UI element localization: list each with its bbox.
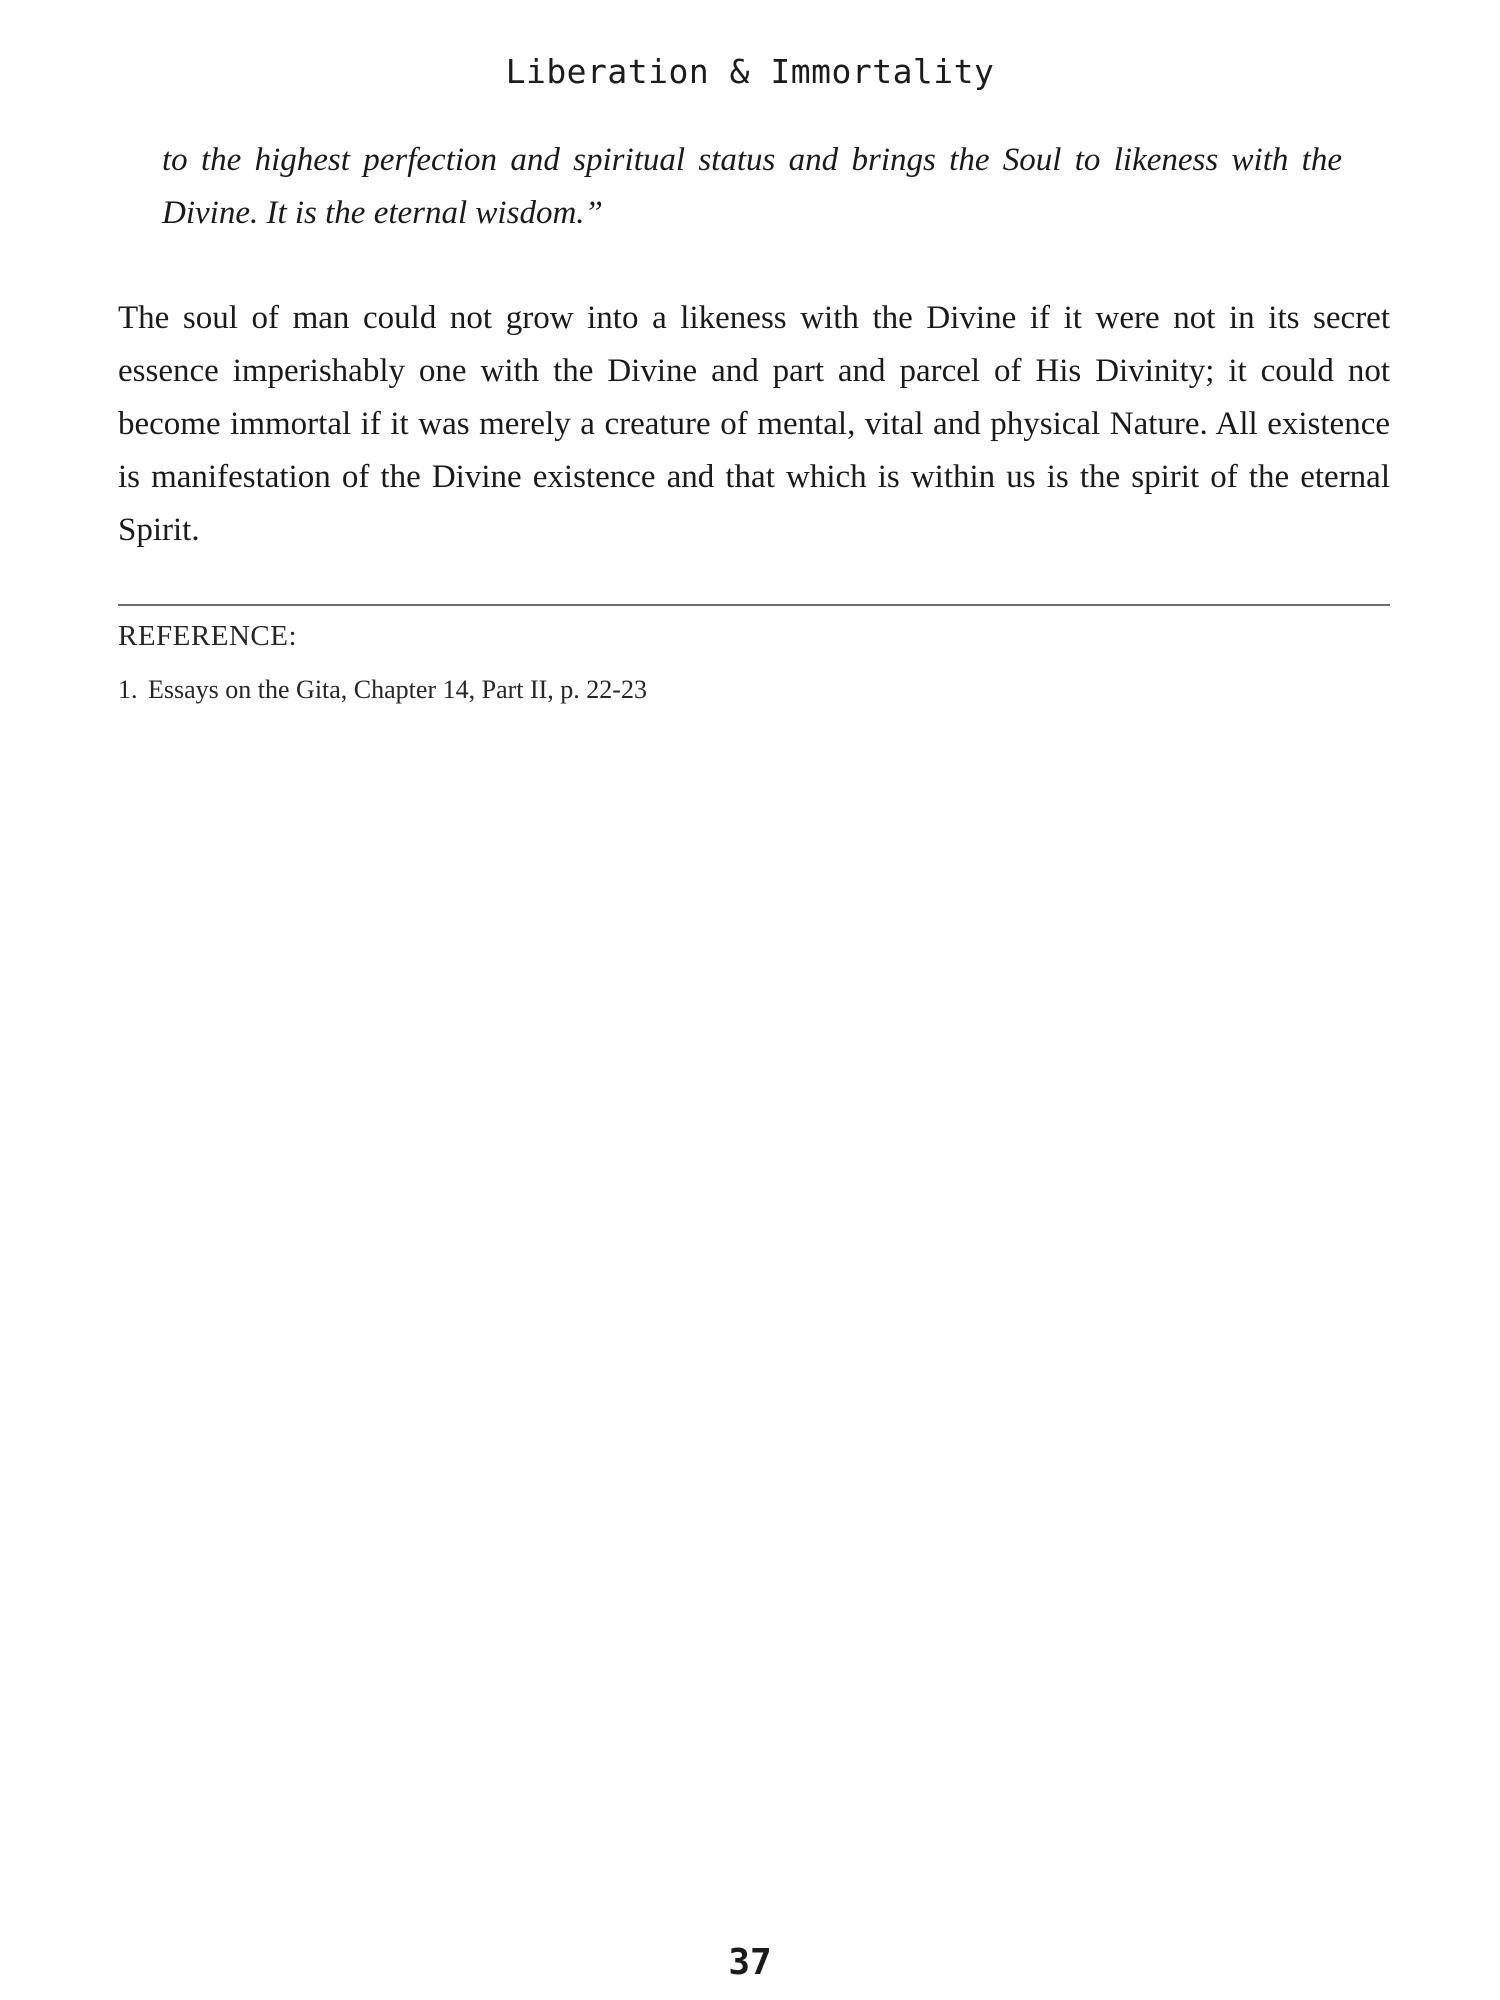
reference-heading: REFERENCE: [118, 620, 298, 652]
reference-list [118, 675, 647, 705]
body-paragraph: The soul of man could not grow into a likeness with the Divine if it were not in its secret essence imperishably one with the Divine and part and parcel of His Divinity; it could not become immortal if it was merely a creature of mental, vital and physical Nature. All existence is manifestation of the Divine existence and that which is within us is the spirit of the eternal Spirit. [118, 300, 1390, 548]
page-number: 37 [728, 1942, 772, 1983]
running-header-title: Liberation & Immortality [505, 52, 995, 91]
quote-continuation: to the highest perfection and spiritual status and brings the Soul to likeness with the Divine. It is the eternal wisdom.” [162, 142, 1342, 231]
reference-text: Essays on the Gita, Chapter 14, Part II, p. 22-23 [148, 675, 647, 704]
reference-item [118, 675, 647, 705]
reference-number: 1. [118, 675, 138, 704]
section-divider [118, 604, 1390, 606]
